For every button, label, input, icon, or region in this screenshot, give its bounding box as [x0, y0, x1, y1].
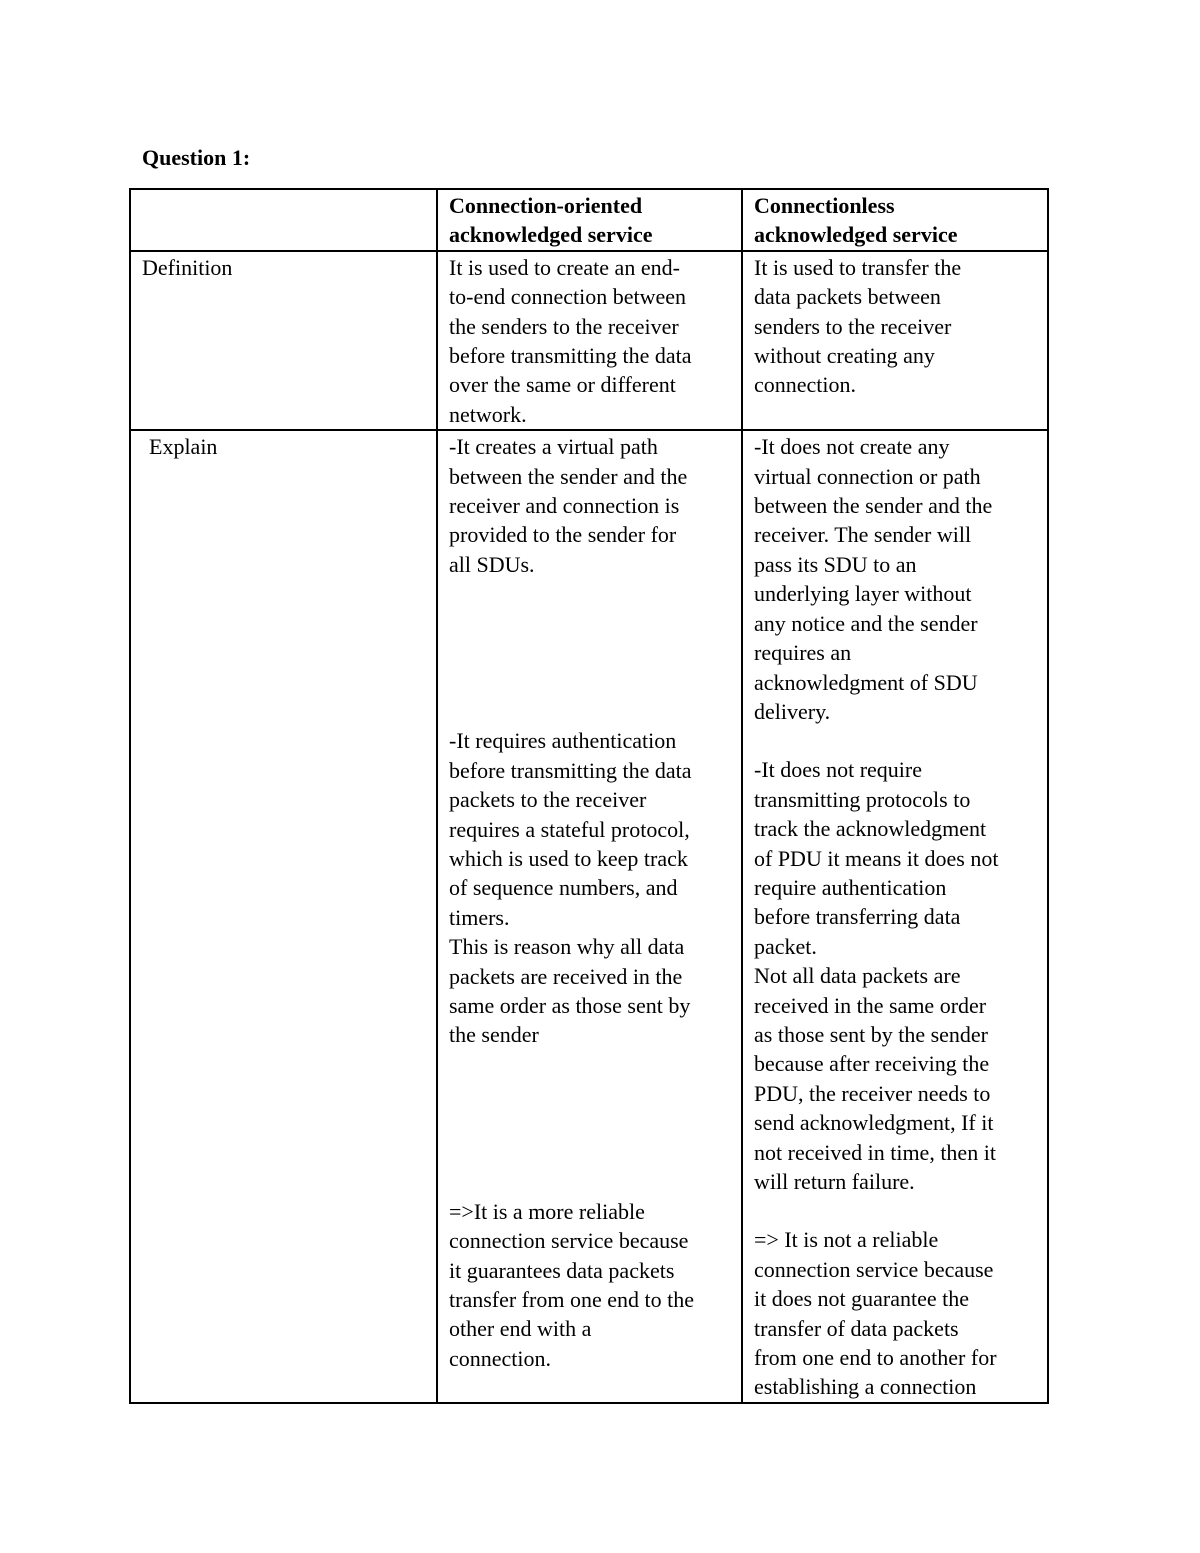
explain-co-point-1: -It creates a virtual path between the sender and the receiver and connection is provided to the sender for all SDUs. [449, 434, 688, 577]
row-label-definition: Definition [130, 251, 437, 430]
explain-cl-point-3: => It is not a reliable connection service because it does not guarantee the transfer of data packets from one end to another for establishing a connection [754, 1227, 997, 1400]
explain-cl-point-1: -It does not create any virtual connection or path between the sender and the receiver. The sender will pass its SDU to an underlying layer without any notice and the sender requires an acknowledgment of SDU delivery. [754, 434, 993, 724]
table-header-row [130, 189, 1048, 251]
header-connection-oriented-text: Connection-oriented acknowledged service [449, 193, 653, 248]
explain-co-point-3: =>It is a more reliable connection service because it guarantees data packets transfer from one end to the other end with a connection. [449, 1198, 694, 1371]
table-row-definition [130, 251, 1048, 430]
explain-connection-oriented [437, 430, 742, 1403]
row-label-explain: Explain [130, 430, 437, 1403]
explain-cl-point-2: -It does not require transmitting protocols to track the acknowledgment of PDU it means it does not require authentication before transferring data packet. Not all data packets are received in the same order as those sent by the sender because after receiving the PDU, the receiver needs to send acknowledgment, If it not received in time, then it will return failure. [754, 757, 999, 1194]
explain-connectionless [742, 430, 1048, 1403]
header-connectionless-text: Connectionless acknowledged service [754, 193, 958, 248]
header-connection-oriented [437, 189, 742, 251]
question-heading: Question 1: [142, 145, 251, 170]
comparison-table [129, 188, 1049, 1404]
header-empty-cell [130, 189, 437, 251]
definition-connectionless [742, 251, 1048, 430]
definition-connection-oriented [437, 251, 742, 430]
definition-connectionless-text: It is used to transfer the data packets between senders to the receiver without creating any connection. [754, 254, 962, 398]
table-row-explain [130, 430, 1048, 1403]
definition-connection-oriented-text: It is used to create an end- to-end connection between the senders to the receiver before transmitting the data over the same or different network. [449, 254, 692, 427]
explain-co-point-2: -It requires authentication before transmitting the data packets to the receiver requires a stateful protocol, which is used to keep track of sequence numbers, and timers. This is reason why all data packets are received in the same order as those sent by the sender [449, 728, 692, 1048]
header-connectionless [742, 189, 1048, 251]
